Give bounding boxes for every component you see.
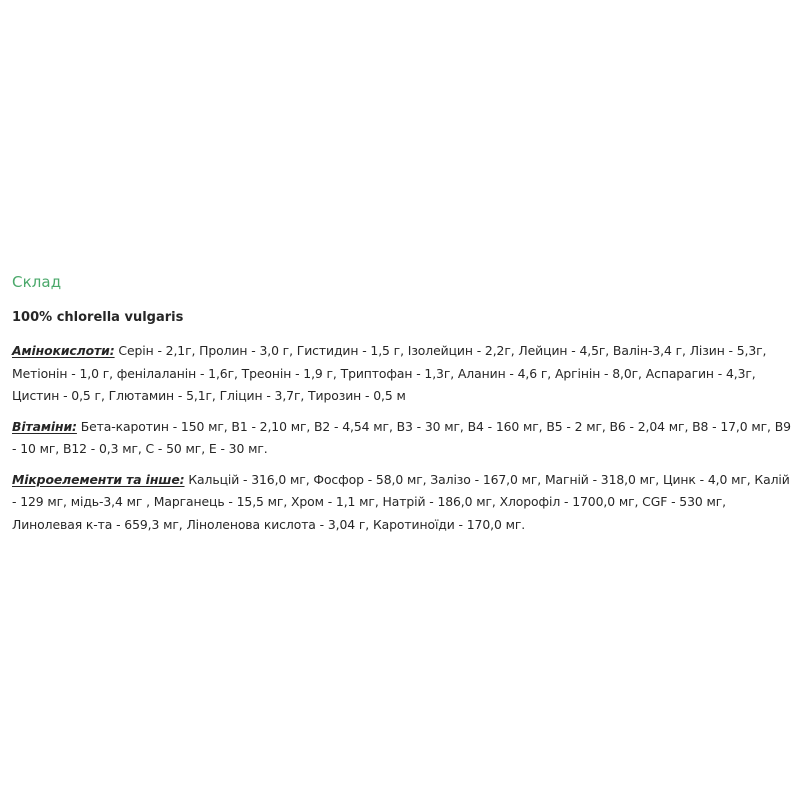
- amino-acids-paragraph: [12, 340, 792, 408]
- section-title: Склад: [12, 273, 62, 291]
- amino-acids-text: Серін - 2,1г, Пролин - 3,0 г, Гистидин - 1,5 г, Ізолейцин - 2,2г, Лейцин - 4,5г, Валін-3,4 г, Лізин - 5,3г, Метіонін - 1,0 г, фенілаланін - 1,6г, Треонін - 1,9 г, Триптофан - 1,3г, Аланин - 4,6 г, Аргінін - 8,0г, Аспарагин - 4,3г, Цистин - 0,5 г, Глютамин - 5,1г, Гліцин - 3,7г, Тирозин - 0,5 м: [12, 343, 767, 403]
- vitamins-paragraph: [12, 416, 792, 461]
- microelements-paragraph: [12, 469, 792, 537]
- composition-section: [12, 270, 792, 544]
- product-name: 100% chlorella vulgaris: [12, 310, 184, 325]
- vitamins-text: Бета-каротин - 150 мг, B1 - 2,10 мг, B2 - 4,54 мг, B3 - 30 мг, B4 - 160 мг, B5 - 2 мг, B6 - 2,04 мг, B8 - 17,0 мг, B9 - 10 мг, B12 - 0,3 мг, C - 50 мг, E - 30 мг.: [12, 418, 791, 456]
- vitamins-label: Вітаміни:: [12, 418, 77, 434]
- microelements-label: Мікроелементи та інше:: [12, 471, 185, 487]
- microelements-text: Кальцій - 316,0 мг, Фосфор - 58,0 мг, Залізо - 167,0 мг, Магній - 318,0 мг, Цинк - 4,0 мг, Калій - 129 мг, мідь-3,4 мг , Марганець - 15,5 мг, Хром - 1,1 мг, Натрій - 186,0 мг, Хлорофіл - 1700,0 мг, CGF - 530 мг, Линолевая к-та - 659,3 мг, Ліноленова кислота - 3,04 г, Каротиноїди - 170,0 мг.: [12, 471, 790, 532]
- amino-acids-label: Амінокислоти:: [12, 343, 115, 358]
